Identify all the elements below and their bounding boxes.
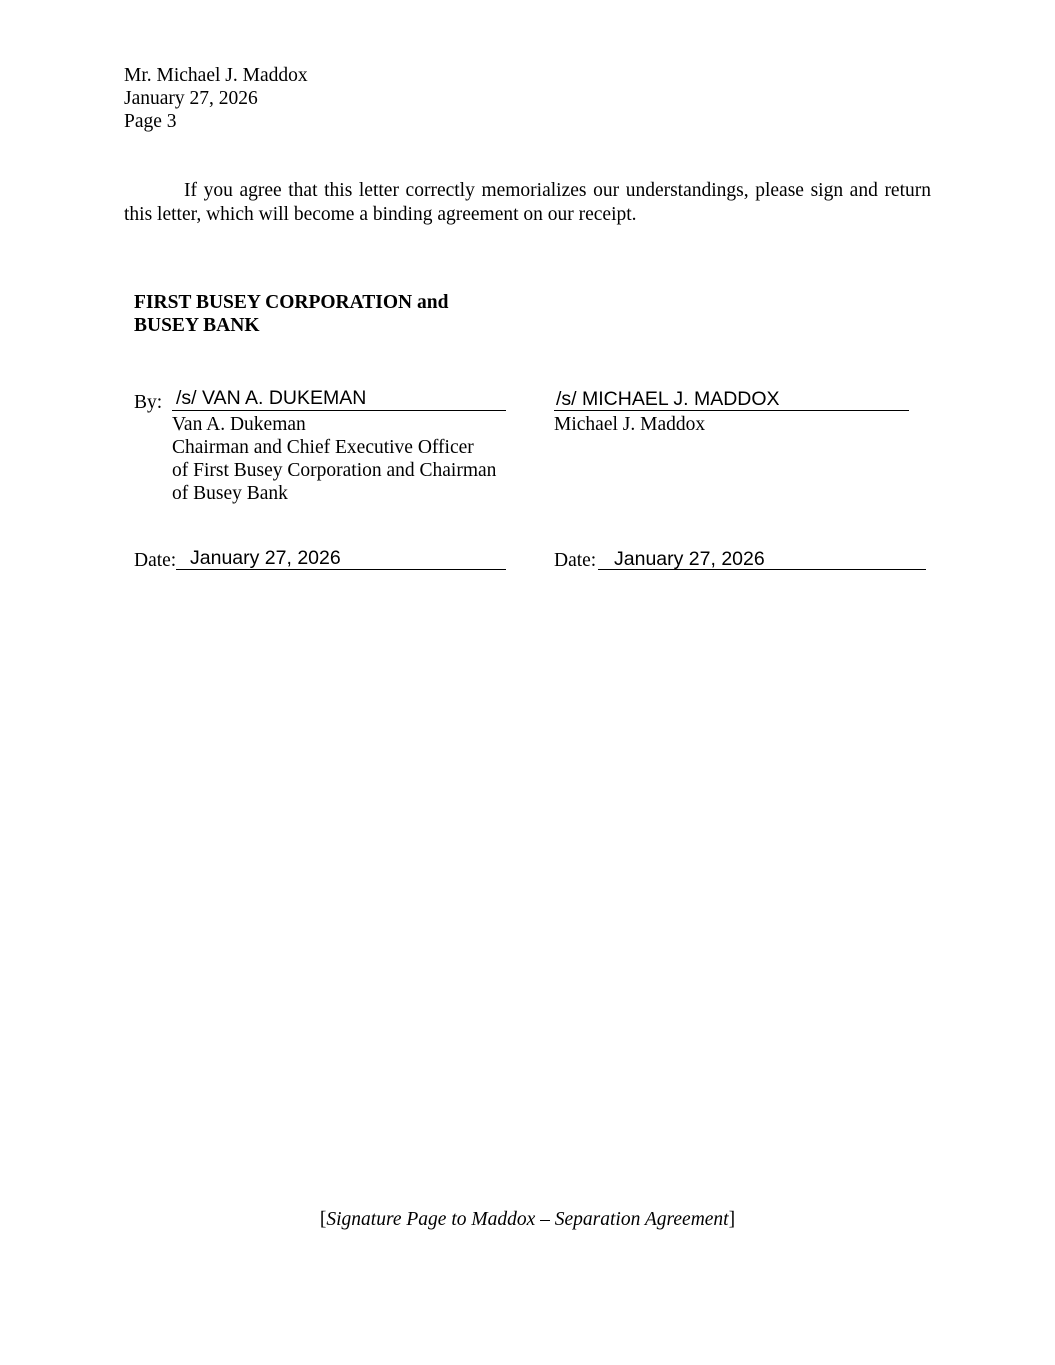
employee-name: Michael J. Maddox xyxy=(554,414,706,435)
body-paragraph xyxy=(124,179,931,227)
letter-date: January 27, 2026 xyxy=(124,88,258,109)
company-name-line2: BUSEY BANK xyxy=(134,315,260,336)
company-signer-title-2: of First Busey Corporation and Chairman xyxy=(172,460,497,481)
employee-signature-line xyxy=(554,410,909,411)
company-date-label: Date: xyxy=(134,550,177,571)
page-number: Page 3 xyxy=(124,111,177,132)
company-name-line1: FIRST BUSEY CORPORATION and xyxy=(134,292,449,313)
company-date-value: January 27, 2026 xyxy=(190,547,341,569)
employee-date-value: January 27, 2026 xyxy=(614,548,765,570)
company-signer-name: Van A. Dukeman xyxy=(172,414,306,435)
company-signer-title-3: of Busey Bank xyxy=(172,483,288,504)
recipient-name: Mr. Michael J. Maddox xyxy=(124,65,308,86)
footer-open-bracket: [ xyxy=(319,1209,327,1230)
company-signer-title-1: Chairman and Chief Executive Officer xyxy=(172,437,474,458)
employee-date-label: Date: xyxy=(554,550,597,571)
footer-close-bracket: ] xyxy=(728,1209,736,1230)
by-label: By: xyxy=(134,392,163,413)
signature-page-footer xyxy=(0,1208,1055,1231)
company-date-line xyxy=(176,569,506,570)
company-block xyxy=(134,291,448,337)
company-signature-line xyxy=(172,410,506,411)
employee-date-line xyxy=(598,569,926,570)
company-signer-block xyxy=(172,413,496,505)
body-paragraph-text: If you agree that this letter correctly memorializes our understandings, please sign and return this letter, which will become a binding agreement on our receipt. xyxy=(124,180,931,225)
company-signature: /s/ VAN A. DUKEMAN xyxy=(176,387,367,409)
footer-text: Signature Page to Maddox – Separation Agreement xyxy=(326,1209,729,1230)
employee-signature: /s/ MICHAEL J. MADDOX xyxy=(556,388,780,410)
letter-header xyxy=(124,64,308,133)
